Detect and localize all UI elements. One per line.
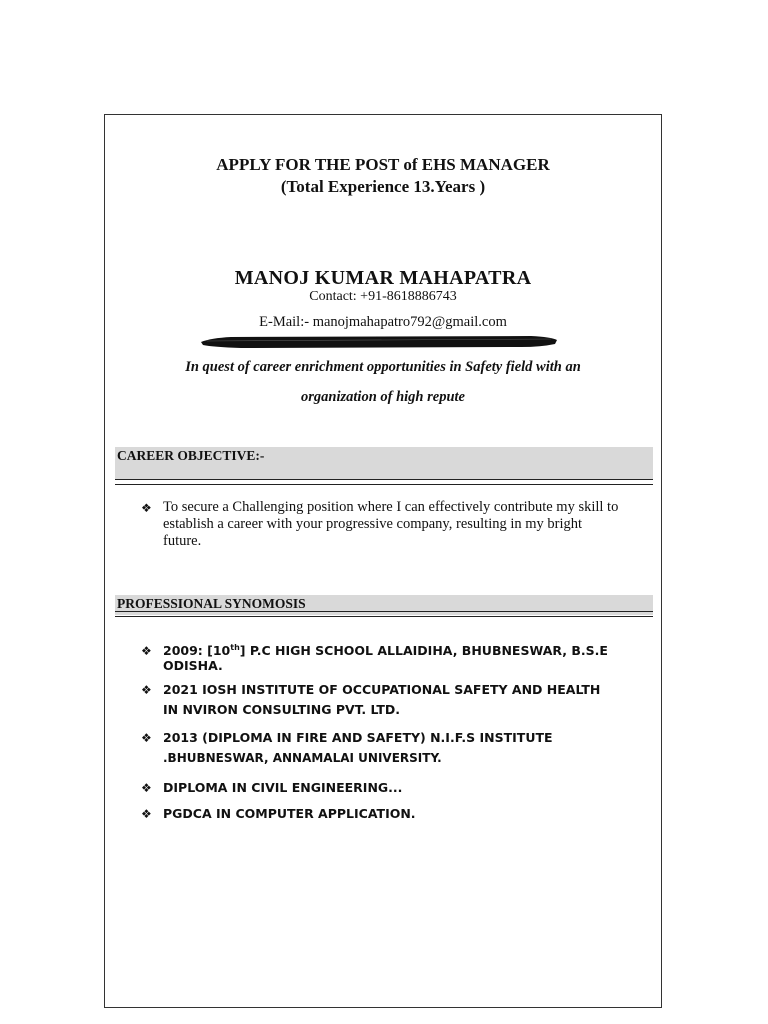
brush-divider (201, 335, 557, 349)
diamond-bullet-icon: ❖ (141, 683, 152, 697)
diamond-bullet-icon: ❖ (141, 644, 152, 658)
contact-phone: Contact: +91-8618886743 (309, 289, 457, 304)
diamond-bullet-icon: ❖ (141, 501, 152, 515)
professional-synomosis-heading: PROFESSIONAL SYNOMOSIS (115, 595, 653, 615)
diamond-bullet-icon: ❖ (141, 781, 152, 795)
resume-page: APPLY FOR THE POST of EHS MANAGER (Total Experience 13.Years ) MANOJ KUMAR MAHAPATRA Contact: +91-8618886743 E-Mail:- manojmahapatro792@gmail.com In quest of career enrichment opportunities in Safety field with an organization of high repute CAREER OBJECTIVE:- ❖ To secure a Challenging position where I can effectively contribute my skill to establish a career with your progressive company, resulting in my bright future. PROFESSIONAL SYNOMOSIS ❖ 2009: [10th] P.C HIGH SCHOOL ALLAIDIHA, BHUBNESWAR, B.S.E ODISHA. ❖ 2021 IOSH INSTITUTE OF OCCUPATIONAL SAFETY AND HEALTH IN NVIRON CONSULTING PVT. LTD. ❖ 2013 (DIPLOMA IN FIRE AND SAFETY) N.I.F.S INSTITUTE .BHUBNESWAR, ANNAMALAI UNIVERSITY. ❖ DIPLOMA IN CIVIL ENGINEERING... ❖ PGDCA IN COMPUTER APPLICATION. (104, 114, 662, 1008)
diamond-bullet-icon: ❖ (141, 807, 152, 821)
career-objective-text: To secure a Challenging position where I can effectively contribute my skill to establish a career with your progressive company, resulting in my bright future. (163, 499, 619, 549)
experience-line: (Total Experience 13.Years ) (280, 177, 486, 196)
contact-email: E-Mail:- manojmahapatro792@gmail.com (259, 314, 507, 330)
section-rule (115, 479, 653, 485)
apply-post-line: APPLY FOR THE POST of EHS MANAGER (216, 155, 550, 174)
tagline-line-1: In quest of career enrichment opportunities in Safety field with an (185, 359, 581, 375)
diamond-bullet-icon: ❖ (141, 731, 152, 745)
candidate-name: MANOJ KUMAR MAHAPATRA (234, 267, 532, 289)
career-objective-heading: CAREER OBJECTIVE:- (115, 447, 653, 479)
tagline-line-2: organization of high repute (301, 389, 465, 405)
section-rule (115, 611, 653, 617)
